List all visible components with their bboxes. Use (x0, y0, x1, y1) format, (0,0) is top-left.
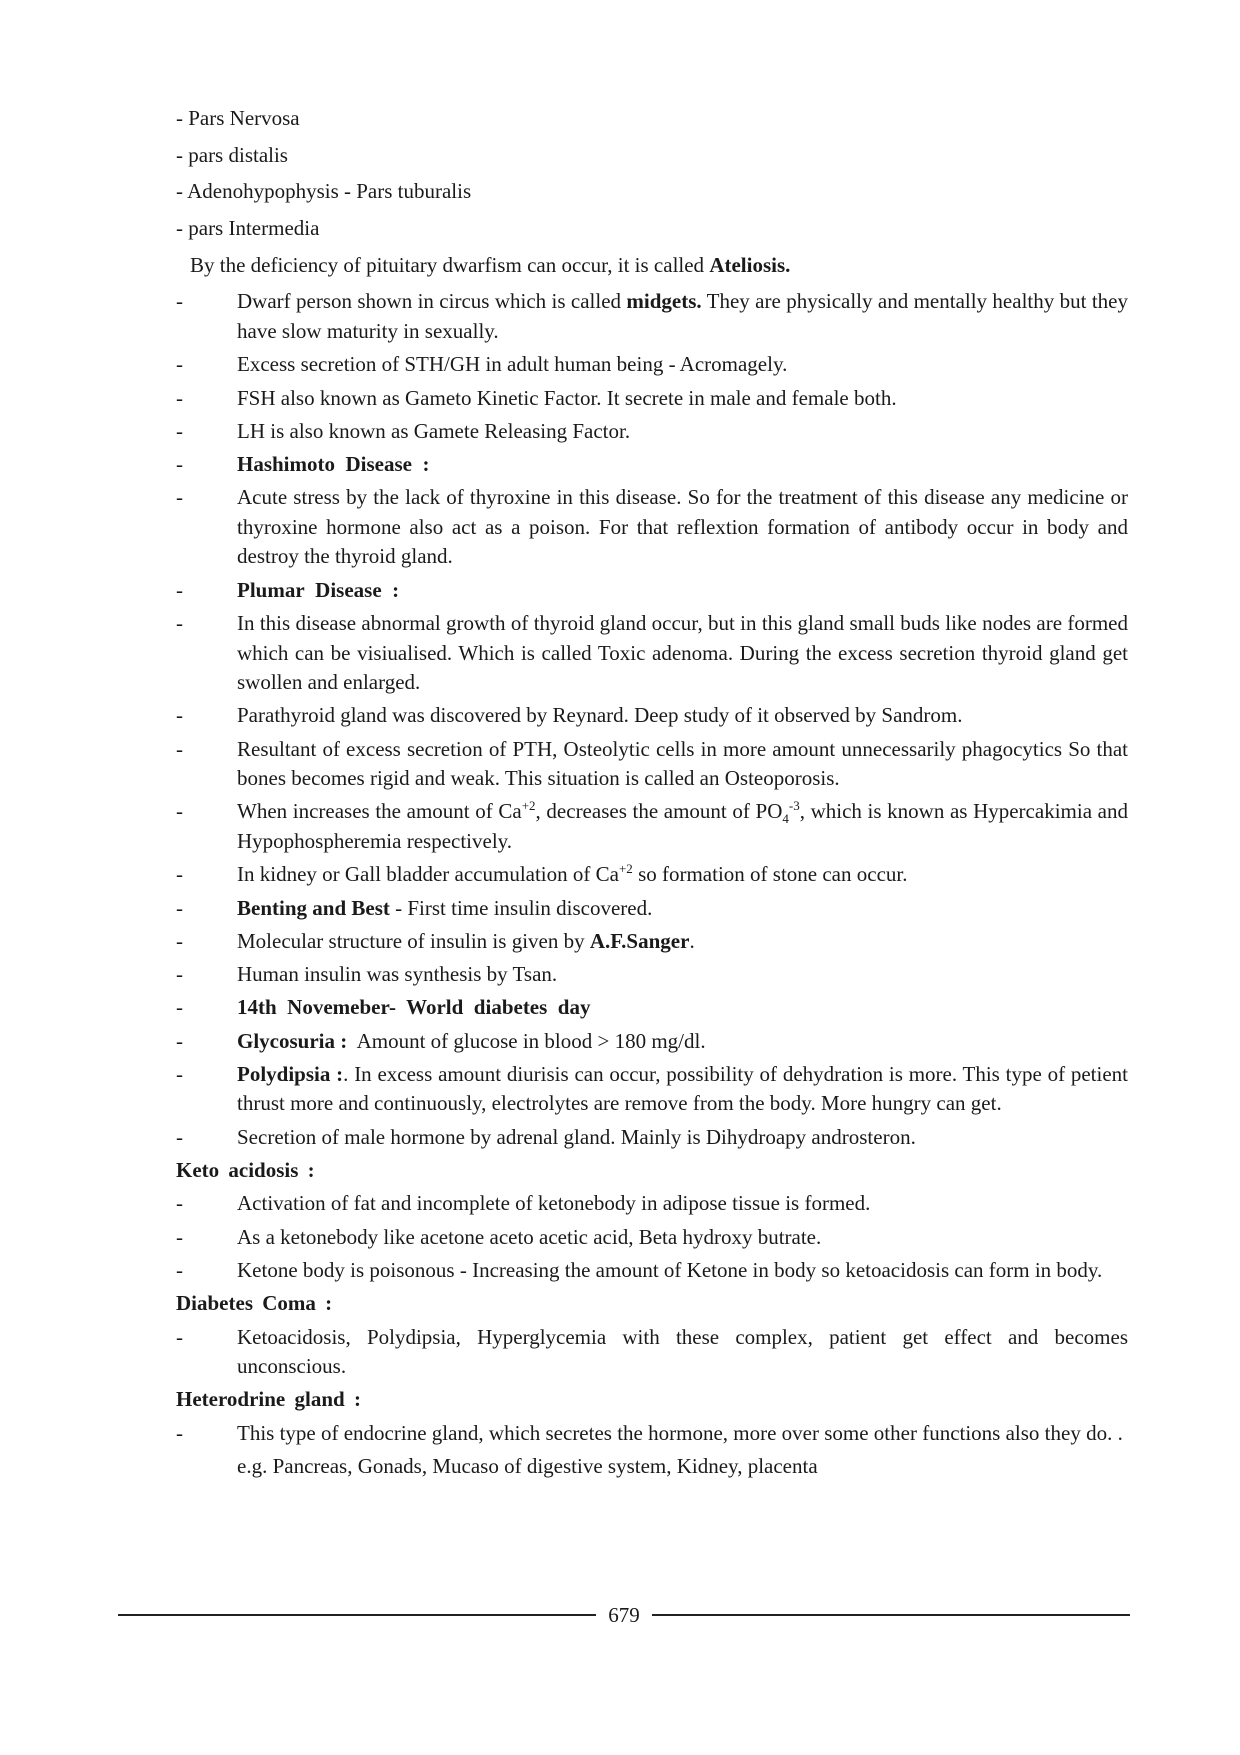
bullet-dash: - (176, 1028, 183, 1053)
bullet-dash: - (176, 577, 183, 602)
bullet-dash: - (176, 352, 183, 377)
bullet-item (176, 894, 1128, 924)
section-heading: Heterodrine gland : (176, 1387, 361, 1412)
intro-paragraph: By the deficiency of pituitary dwarfism can occur, it is called Ateliosis. (190, 252, 791, 277)
bullet-item (176, 860, 1128, 890)
bullet-text: As a ketonebody like acetone aceto acetic acid, Beta hydroxy butrate. (237, 1224, 822, 1249)
bullet-dash: - (176, 799, 183, 824)
footer-rule-right (652, 1614, 1130, 1616)
bullet-text: Benting and Best - First time insulin discovered. (237, 895, 653, 920)
bullet-item (176, 1123, 1128, 1153)
bullet-dash: - (176, 1191, 183, 1216)
bullet-dash: - (176, 736, 183, 761)
bullet-item (176, 1060, 1128, 1119)
bullet-text: Resultant of excess secretion of PTH, Osteolytic cells in more amount unnecessarily phagocytics So that bones becomes rigid and weak. This situation is called an Osteoporosis. (237, 736, 1128, 791)
bullet-item (176, 735, 1128, 794)
bullet-item (176, 1419, 1128, 1449)
bullet-item (176, 417, 1128, 447)
subpart-line: - pars Intermedia (176, 216, 320, 241)
bullet-text: Glycosuria : Amount of glucose in blood > 180 mg/dl. (237, 1028, 706, 1053)
bullet-dash: - (176, 862, 183, 887)
footer-rule-left (118, 1614, 596, 1616)
bullet-dash: - (176, 418, 183, 443)
bullet-item (176, 609, 1128, 698)
bullet-text: Hashimoto Disease : (237, 452, 430, 477)
bullet-dash: - (176, 485, 183, 510)
section-heading: Keto acidosis : (176, 1158, 315, 1183)
bullet-text: Excess secretion of STH/GH in adult human being - Acromagely. (237, 352, 788, 377)
bullet-text: Secretion of male hormone by adrenal gland. Mainly is Dihydroapy androsteron. (237, 1124, 916, 1149)
subpart-line: - pars distalis (176, 142, 288, 167)
bullet-dash: - (176, 995, 183, 1020)
bullet-dash: - (176, 962, 183, 987)
bullet-dash: - (176, 452, 183, 477)
bullet-dash: - (176, 1257, 183, 1282)
bullet-dash: - (176, 1124, 183, 1149)
bullet-item (176, 1223, 1128, 1253)
bullet-text: Parathyroid gland was discovered by Reynard. Deep study of it observed by Sandrom. (237, 703, 963, 728)
bullet-text: When increases the amount of $Ca^{+2}$, decreases the amount of $PO_4^{-3}$, which is known as Hypercakimia and Hypophospheremia respectively. (237, 798, 1128, 853)
bullet-dash: - (176, 289, 183, 314)
bullet-text: Polydipsia :. In excess amount diurisis can occur, possibility of dehydration is more. This type of petient thrust more and continuously, electrolytes are remove from the body. More hungry can get. (237, 1061, 1128, 1116)
bullet-dash: - (176, 928, 183, 953)
page-number: 679 (608, 1602, 640, 1627)
bullet-text: LH is also known as Gamete Releasing Factor. (237, 418, 631, 443)
bullet-item (176, 701, 1128, 731)
bullet-item (176, 993, 1128, 1023)
bullet-text: 14th Novemeber- World diabetes day (237, 995, 591, 1020)
bullet-text: Ketone body is poisonous - Increasing the amount of Ketone in body so ketoacidosis can form in body. (237, 1257, 1103, 1282)
page-footer (118, 1600, 1130, 1630)
bullet-text: Human insulin was synthesis by Tsan. (237, 962, 558, 987)
bullet-text: Plumar Disease : (237, 577, 400, 602)
bullet-text: In this disease abnormal growth of thyroid gland occur, but in this gland small buds like nodes are formed which can be visiualised. Which is called Toxic adenoma. During the excess secretion thyroid gland get swollen and enlarged. (237, 611, 1128, 695)
bullet-item (176, 576, 1128, 606)
bullet-text: Activation of fat and incomplete of ketonebody in adipose tissue is formed. (237, 1191, 871, 1216)
bullet-text: Acute stress by the lack of thyroxine in this disease. So for the treatment of this disease any medicine or thyroxine hormone also act as a poison. For that reflextion formation of antibody occur in body and destroy the thyroid gland. (237, 485, 1128, 569)
bullet-text: Molecular structure of insulin is given by A.F.Sanger. (237, 928, 695, 953)
bullet-item (176, 797, 1128, 856)
bullet-text: This type of endocrine gland, which secretes the hormone, more over some other functions also they do. . (237, 1420, 1123, 1445)
bullet-item (176, 287, 1128, 346)
bullet-item (176, 350, 1128, 380)
subpart-line: - Pars Nervosa (176, 106, 300, 130)
bullet-dash: - (176, 703, 183, 728)
bullet-text: FSH also known as Gameto Kinetic Factor. It secrete in male and female both. (237, 385, 897, 410)
section-heading: Diabetes Coma : (176, 1291, 333, 1316)
bullet-text: Dwarf person shown in circus which is called midgets. They are physically and mentally healthy but they have slow maturity in sexually. (237, 289, 1128, 343)
bullet-item (176, 927, 1128, 957)
bullet-dash: - (176, 1420, 183, 1445)
bullet-item (176, 1189, 1128, 1219)
bullet-text: In kidney or Gall bladder accumulation of $Ca^{+2}$ so formation of stone can occur. (237, 861, 908, 887)
bullet-item (176, 450, 1128, 480)
bullet-dash: - (176, 1224, 183, 1249)
subpart-line: - Adenohypophysis - Pars tuburalis (176, 179, 472, 204)
bullet-item (176, 960, 1128, 990)
bullet-item (176, 384, 1128, 414)
bullet-item (176, 483, 1128, 572)
bullet-dash: - (176, 895, 183, 920)
bullet-item (176, 1323, 1128, 1382)
bullet-dash: - (176, 611, 183, 636)
bullet-text: Ketoacidosis, Polydipsia, Hyperglycemia with these complex, patient get effect and becomes unconscious. (237, 1324, 1128, 1379)
bullet-dash: - (176, 385, 183, 410)
page-content (176, 104, 1128, 1489)
bullet-dash: - (176, 1324, 183, 1349)
bullet-item (176, 1256, 1128, 1286)
bullet-item (176, 1027, 1128, 1057)
example-line: e.g. Pancreas, Gonads, Mucaso of digestive system, Kidney, placenta (237, 1453, 818, 1478)
bullet-dash: - (176, 1061, 183, 1086)
